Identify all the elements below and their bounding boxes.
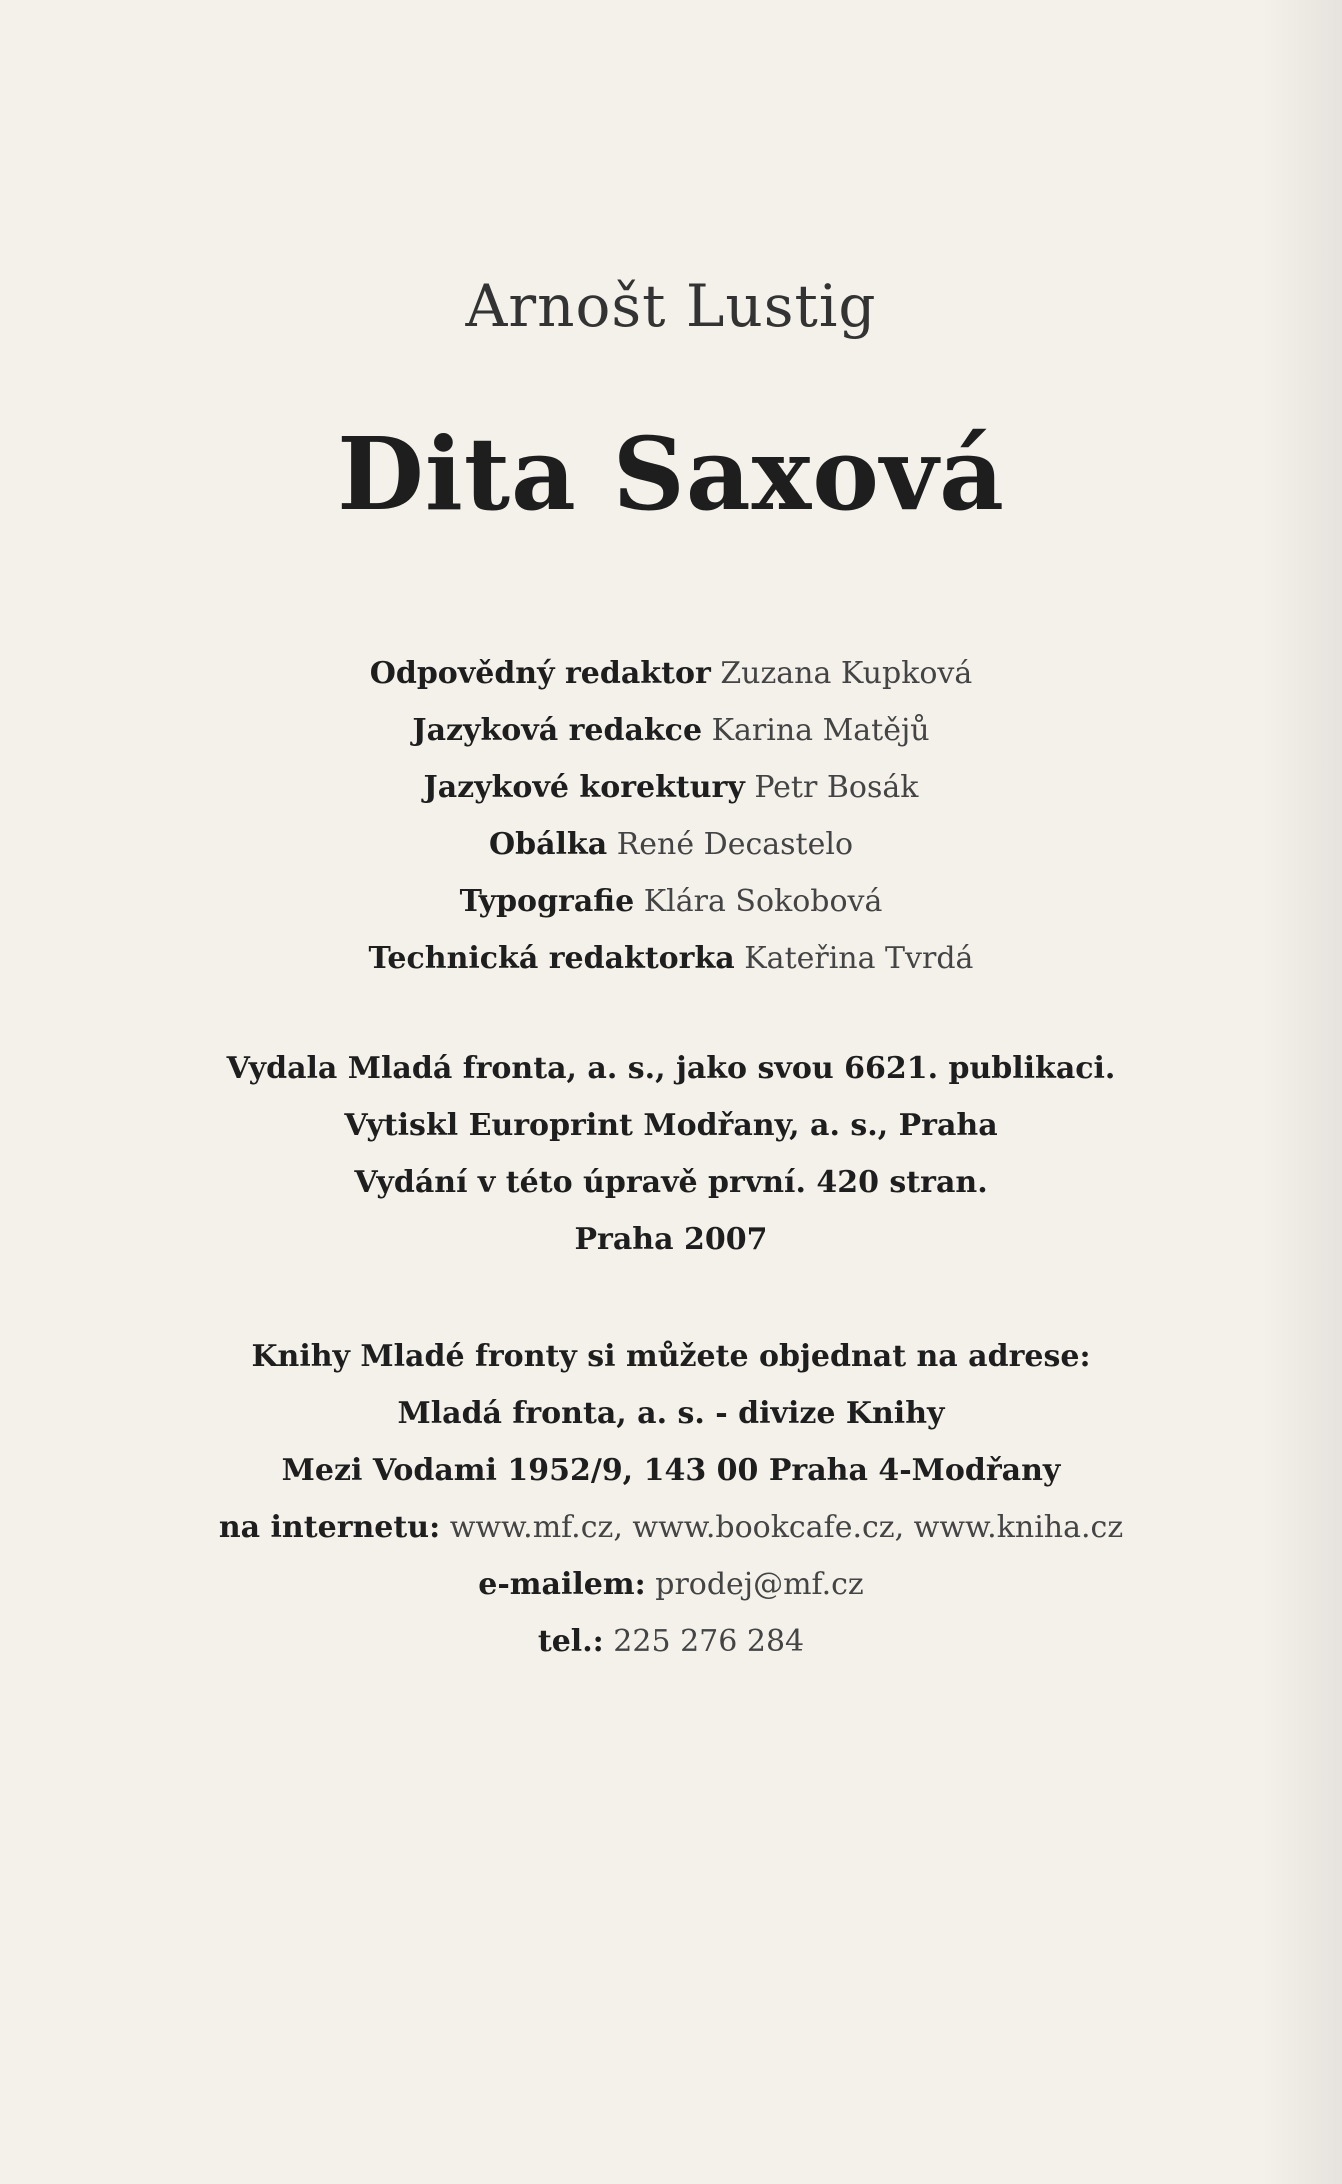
credit-role: Odpovědný redaktor — [369, 656, 711, 691]
printer-line: Vytiskl Europrint Modřany, a. s., Praha — [344, 1108, 998, 1143]
email-link[interactable]: prodej@mf.cz — [655, 1567, 864, 1602]
credit-name: Klára Sokobová — [643, 884, 883, 919]
credit-line-language-editing — [0, 702, 1342, 759]
credit-line-editor — [0, 645, 1342, 702]
credit-role: Typografie — [459, 884, 635, 919]
internet-label: na internetu: — [218, 1510, 441, 1545]
book-title: Dita Saxová — [337, 415, 1005, 533]
credit-name: Kateřina Tvrdá — [744, 941, 974, 976]
edition-line: Vydání v této úpravě první. 420 stran. — [354, 1165, 988, 1200]
credit-line-typography — [0, 873, 1342, 930]
order-info — [0, 1328, 1342, 1670]
order-internet-line — [0, 1499, 1342, 1556]
credit-line-proofreading — [0, 759, 1342, 816]
credit-line-technical-editor — [0, 930, 1342, 987]
credit-name: René Decastelo — [616, 827, 854, 862]
book-author: Arnošt Lustig — [465, 272, 877, 340]
credits-section — [0, 645, 1342, 987]
credit-name: Petr Bosák — [754, 770, 919, 805]
credit-role: Jazyková redakce — [412, 713, 703, 748]
credit-name: Karina Matějů — [711, 713, 930, 748]
place-year-line: Praha 2007 — [574, 1222, 768, 1257]
order-phone-line — [0, 1613, 1342, 1670]
credit-name: Zuzana Kupková — [720, 656, 973, 691]
publisher-line: Vydala Mladá fronta, a. s., jako svou 6621. publikaci. — [226, 1051, 1116, 1086]
phone-label: tel.: — [537, 1624, 604, 1659]
credit-role: Technická redaktorka — [368, 941, 735, 976]
email-label: e-mailem: — [478, 1567, 646, 1602]
credit-line-cover — [0, 816, 1342, 873]
order-address-company: Mladá fronta, a. s. - divize Knihy — [397, 1396, 945, 1431]
credit-role: Jazykové korektury — [423, 770, 745, 805]
order-heading: Knihy Mladé fronty si můžete objednat na adrese: — [251, 1339, 1091, 1374]
internet-links[interactable]: www.mf.cz, www.bookcafe.cz, www.kniha.cz — [449, 1510, 1124, 1545]
phone-number: 225 276 284 — [613, 1624, 805, 1659]
order-email-line — [0, 1556, 1342, 1613]
order-address-street: Mezi Vodami 1952/9, 143 00 Praha 4-Modřany — [281, 1453, 1061, 1488]
publication-info — [0, 1040, 1342, 1268]
credit-role: Obálka — [488, 827, 608, 862]
